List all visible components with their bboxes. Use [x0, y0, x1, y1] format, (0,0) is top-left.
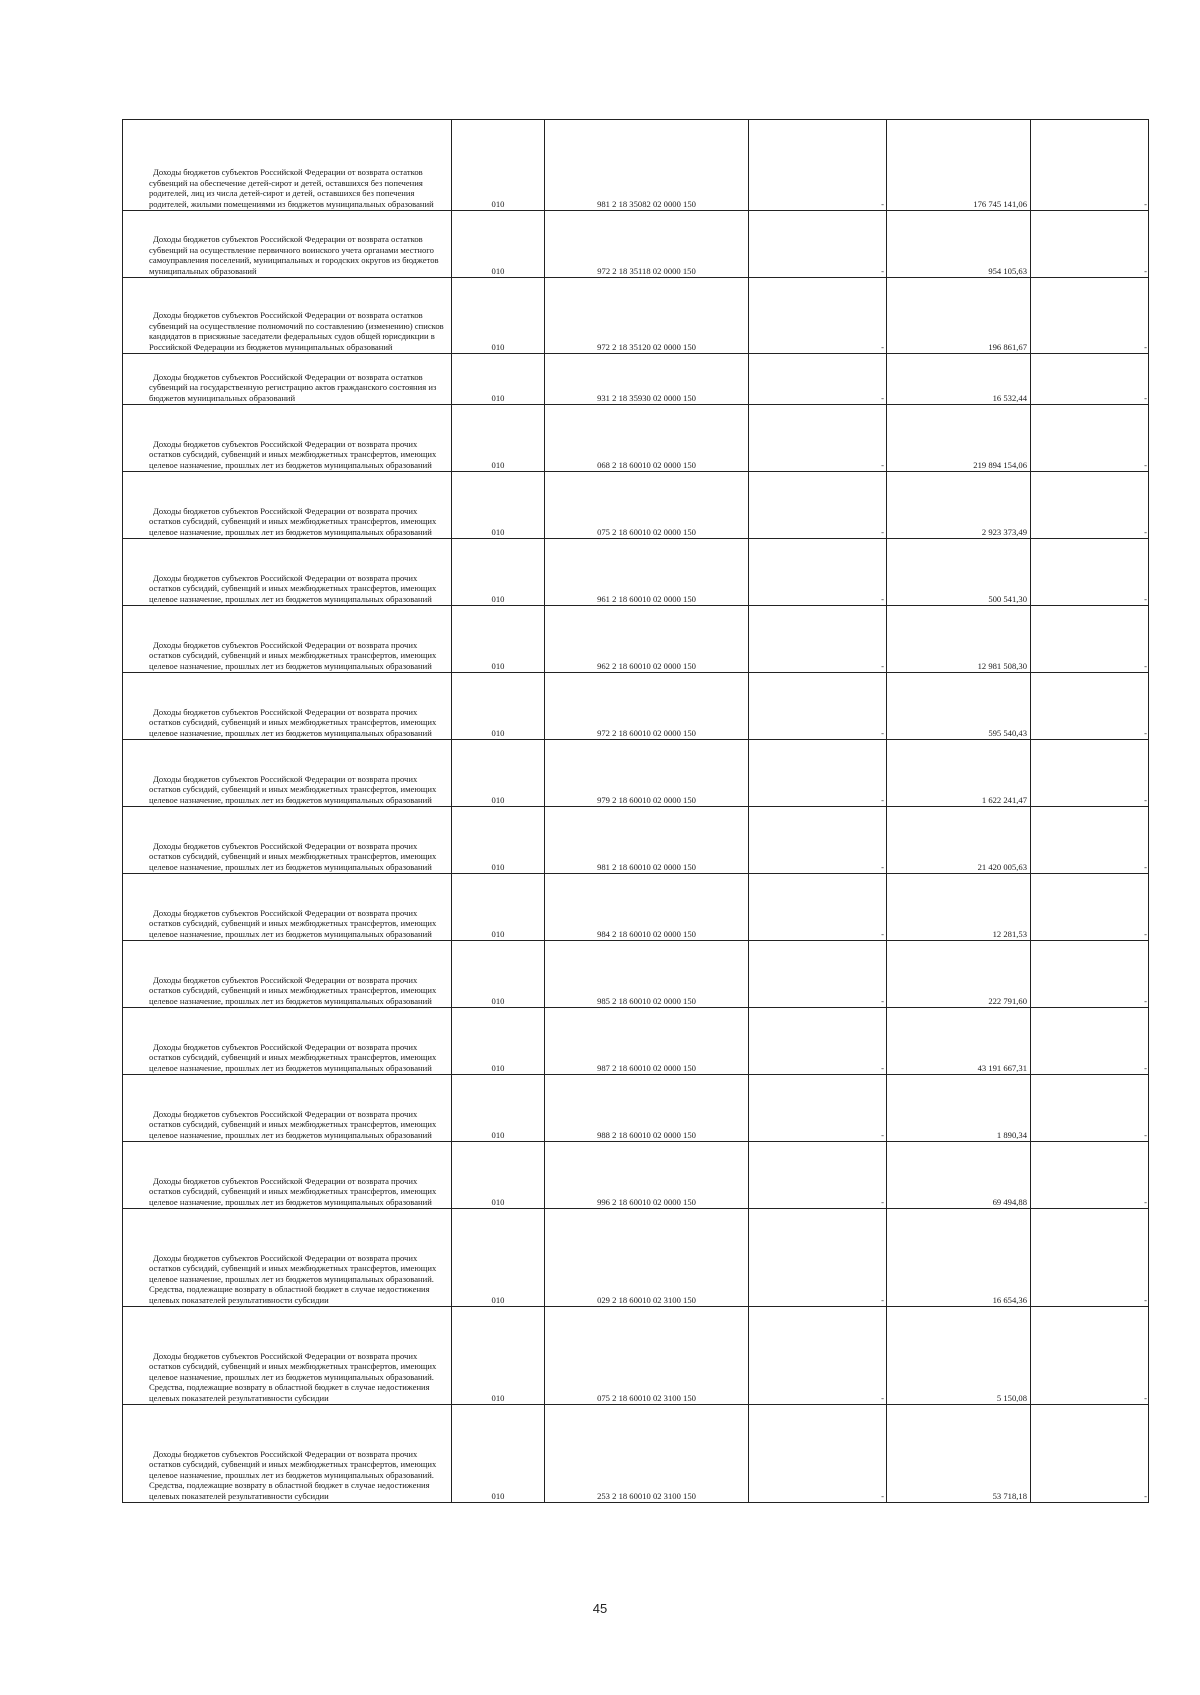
- row-executed-amount: 176 745 141,06: [887, 120, 1031, 211]
- table-row: [123, 874, 1149, 941]
- row-remaining-amount: -: [1031, 539, 1149, 606]
- row-line-code: 010: [452, 807, 545, 874]
- revenue-table-body: [123, 120, 1149, 1503]
- row-budget-classification-code: 988 2 18 60010 02 0000 150: [545, 1075, 749, 1142]
- row-description-text: Доходы бюджетов субъектов Российской Федерации от возврата прочих остатков субсидий, субвенций и иных межбюджетных трансфертов, имеющих целевое назначение, прошлых лет из бюджетов муниципальных образований: [149, 840, 437, 872]
- row-planned-amount: -: [749, 211, 887, 278]
- row-executed-amount: 595 540,43: [887, 673, 1031, 740]
- row-description-text: Доходы бюджетов субъектов Российской Федерации от возврата остатков субвенций на обеспечение детей-сирот и детей, оставшихся без попечения родителей, лиц из числа детей-сирот и детей, оставшихся без попечения родителей, жилыми помещениями из бюджетов муниципальных образований: [149, 167, 434, 209]
- row-description: [123, 211, 452, 278]
- row-budget-classification-code: 961 2 18 60010 02 0000 150: [545, 539, 749, 606]
- table-row: [123, 211, 1149, 278]
- row-line-code: 010: [452, 539, 545, 606]
- row-executed-amount: 954 105,63: [887, 211, 1031, 278]
- row-description-text: Доходы бюджетов субъектов Российской Федерации от возврата прочих остатков субсидий, субвенций и иных межбюджетных трансфертов, имеющих целевое назначение, прошлых лет из бюджетов муниципальных образований: [149, 639, 437, 671]
- row-planned-amount: -: [749, 941, 887, 1008]
- row-remaining-amount: -: [1031, 278, 1149, 354]
- row-description: [123, 874, 452, 941]
- row-remaining-amount: -: [1031, 807, 1149, 874]
- table-row: [123, 673, 1149, 740]
- table-row: [123, 120, 1149, 211]
- row-description: [123, 539, 452, 606]
- row-planned-amount: -: [749, 606, 887, 673]
- row-line-code: 010: [452, 740, 545, 807]
- row-description: [123, 1075, 452, 1142]
- row-budget-classification-code: 962 2 18 60010 02 0000 150: [545, 606, 749, 673]
- row-budget-classification-code: 984 2 18 60010 02 0000 150: [545, 874, 749, 941]
- row-line-code: 010: [452, 354, 545, 405]
- row-budget-classification-code: 985 2 18 60010 02 0000 150: [545, 941, 749, 1008]
- row-executed-amount: 21 420 005,63: [887, 807, 1031, 874]
- row-line-code: 010: [452, 1008, 545, 1075]
- row-executed-amount: 222 791,60: [887, 941, 1031, 1008]
- row-executed-amount: 16 654,36: [887, 1209, 1031, 1307]
- row-budget-classification-code: 987 2 18 60010 02 0000 150: [545, 1008, 749, 1075]
- row-description: [123, 1307, 452, 1405]
- page-number: 45: [592, 1601, 608, 1616]
- row-description: [123, 354, 452, 405]
- row-description-text: Доходы бюджетов субъектов Российской Федерации от возврата остатков субвенций на осуществление первичного воинского учета органами местного самоуправления поселений, муниципальных и городских округов из бюджетов муниципальных образований: [149, 234, 439, 276]
- row-line-code: 010: [452, 211, 545, 278]
- row-planned-amount: -: [749, 740, 887, 807]
- row-budget-classification-code: 075 2 18 60010 02 0000 150: [545, 472, 749, 539]
- row-line-code: 010: [452, 1209, 545, 1307]
- row-budget-classification-code: 972 2 18 60010 02 0000 150: [545, 673, 749, 740]
- row-remaining-amount: -: [1031, 211, 1149, 278]
- row-planned-amount: -: [749, 472, 887, 539]
- row-remaining-amount: -: [1031, 120, 1149, 211]
- row-line-code: 010: [452, 472, 545, 539]
- row-line-code: 010: [452, 1142, 545, 1209]
- row-remaining-amount: -: [1031, 1075, 1149, 1142]
- row-description-text: Доходы бюджетов субъектов Российской Федерации от возврата остатков субвенций на осуществление полномочий по составлению (изменению) списков кандидатов в присяжные заседатели федеральных судов общей юрисдикции в Российской Федерации из бюджетов муниципальных образований: [149, 310, 444, 352]
- row-remaining-amount: -: [1031, 941, 1149, 1008]
- row-description-text: Доходы бюджетов субъектов Российской Федерации от возврата прочих остатков субсидий, субвенций и иных межбюджетных трансфертов, имеющих целевое назначение, прошлых лет из бюджетов муниципальных образований. Средства, подлежащие возврату в областной бюджет в случае недостижения целевых показателей результативности субсидии: [149, 1252, 437, 1305]
- row-executed-amount: 69 494,88: [887, 1142, 1031, 1209]
- row-budget-classification-code: 981 2 18 35082 02 0000 150: [545, 120, 749, 211]
- row-planned-amount: -: [749, 278, 887, 354]
- row-budget-classification-code: 075 2 18 60010 02 3100 150: [545, 1307, 749, 1405]
- row-description-text: Доходы бюджетов субъектов Российской Федерации от возврата прочих остатков субсидий, субвенций и иных межбюджетных трансфертов, имеющих целевое назначение, прошлых лет из бюджетов муниципальных образований: [149, 505, 437, 537]
- row-description-text: Доходы бюджетов субъектов Российской Федерации от возврата прочих остатков субсидий, субвенций и иных межбюджетных трансфертов, имеющих целевое назначение, прошлых лет из бюджетов муниципальных образований. Средства, подлежащие возврату в областной бюджет в случае недостижения целевых показателей результативности субсидии: [149, 1350, 437, 1403]
- table-row: [123, 1008, 1149, 1075]
- table-row: [123, 354, 1149, 405]
- row-remaining-amount: -: [1031, 606, 1149, 673]
- table-row: [123, 472, 1149, 539]
- row-line-code: 010: [452, 1075, 545, 1142]
- row-budget-classification-code: 979 2 18 60010 02 0000 150: [545, 740, 749, 807]
- table-row: [123, 807, 1149, 874]
- row-line-code: 010: [452, 405, 545, 472]
- row-description-text: Доходы бюджетов субъектов Российской Федерации от возврата прочих остатков субсидий, субвенций и иных межбюджетных трансфертов, имеющих целевое назначение, прошлых лет из бюджетов муниципальных образований. Средства, подлежащие возврату в областной бюджет в случае недостижения целевых показателей результативности субсидии: [149, 1448, 437, 1501]
- row-remaining-amount: -: [1031, 354, 1149, 405]
- row-remaining-amount: -: [1031, 740, 1149, 807]
- row-planned-amount: -: [749, 405, 887, 472]
- row-description-text: Доходы бюджетов субъектов Российской Федерации от возврата прочих остатков субсидий, субвенций и иных межбюджетных трансфертов, имеющих целевое назначение, прошлых лет из бюджетов муниципальных образований: [149, 438, 437, 470]
- row-budget-classification-code: 981 2 18 60010 02 0000 150: [545, 807, 749, 874]
- row-description-text: Доходы бюджетов субъектов Российской Федерации от возврата прочих остатков субсидий, субвенций и иных межбюджетных трансфертов, имеющих целевое назначение, прошлых лет из бюджетов муниципальных образований: [149, 572, 437, 604]
- row-line-code: 010: [452, 606, 545, 673]
- table-row: [123, 405, 1149, 472]
- row-description: [123, 472, 452, 539]
- row-budget-classification-code: 972 2 18 35120 02 0000 150: [545, 278, 749, 354]
- row-planned-amount: -: [749, 1142, 887, 1209]
- row-line-code: 010: [452, 941, 545, 1008]
- table-row: [123, 1405, 1149, 1503]
- row-planned-amount: -: [749, 1008, 887, 1075]
- row-planned-amount: -: [749, 673, 887, 740]
- row-description: [123, 673, 452, 740]
- row-executed-amount: 53 718,18: [887, 1405, 1031, 1503]
- row-line-code: 010: [452, 1307, 545, 1405]
- row-description: [123, 740, 452, 807]
- table-row: [123, 1307, 1149, 1405]
- row-description-text: Доходы бюджетов субъектов Российской Федерации от возврата прочих остатков субсидий, субвенций и иных межбюджетных трансфертов, имеющих целевое назначение, прошлых лет из бюджетов муниципальных образований: [149, 974, 437, 1006]
- row-remaining-amount: -: [1031, 874, 1149, 941]
- row-line-code: 010: [452, 278, 545, 354]
- row-planned-amount: -: [749, 1075, 887, 1142]
- row-line-code: 010: [452, 673, 545, 740]
- row-description: [123, 1209, 452, 1307]
- table-row: [123, 606, 1149, 673]
- table-row: [123, 1209, 1149, 1307]
- table-row: [123, 539, 1149, 606]
- row-executed-amount: 1 890,34: [887, 1075, 1031, 1142]
- row-remaining-amount: -: [1031, 1142, 1149, 1209]
- row-description-text: Доходы бюджетов субъектов Российской Федерации от возврата остатков субвенций на государственную регистрацию актов гражданского состояния из бюджетов муниципальных образований: [149, 371, 437, 403]
- row-line-code: 010: [452, 1405, 545, 1503]
- row-budget-classification-code: 996 2 18 60010 02 0000 150: [545, 1142, 749, 1209]
- row-remaining-amount: -: [1031, 405, 1149, 472]
- row-planned-amount: -: [749, 807, 887, 874]
- row-description: [123, 1405, 452, 1503]
- table-row: [123, 1142, 1149, 1209]
- row-line-code: 010: [452, 874, 545, 941]
- row-planned-amount: -: [749, 1209, 887, 1307]
- row-executed-amount: 2 923 373,49: [887, 472, 1031, 539]
- row-budget-classification-code: 972 2 18 35118 02 0000 150: [545, 211, 749, 278]
- table-row: [123, 941, 1149, 1008]
- table-row: [123, 1075, 1149, 1142]
- row-budget-classification-code: 253 2 18 60010 02 3100 150: [545, 1405, 749, 1503]
- row-description: [123, 278, 452, 354]
- row-budget-classification-code: 029 2 18 60010 02 3100 150: [545, 1209, 749, 1307]
- revenue-table: [122, 119, 1149, 1503]
- row-description: [123, 1008, 452, 1075]
- row-executed-amount: 1 622 241,47: [887, 740, 1031, 807]
- row-planned-amount: -: [749, 354, 887, 405]
- row-remaining-amount: -: [1031, 1008, 1149, 1075]
- row-planned-amount: -: [749, 1405, 887, 1503]
- row-description-text: Доходы бюджетов субъектов Российской Федерации от возврата прочих остатков субсидий, субвенций и иных межбюджетных трансфертов, имеющих целевое назначение, прошлых лет из бюджетов муниципальных образований: [149, 773, 437, 805]
- row-description-text: Доходы бюджетов субъектов Российской Федерации от возврата прочих остатков субсидий, субвенций и иных межбюджетных трансфертов, имеющих целевое назначение, прошлых лет из бюджетов муниципальных образований: [149, 706, 437, 738]
- table-row: [123, 740, 1149, 807]
- row-executed-amount: 43 191 667,31: [887, 1008, 1031, 1075]
- row-description: [123, 606, 452, 673]
- row-description-text: Доходы бюджетов субъектов Российской Федерации от возврата прочих остатков субсидий, субвенций и иных межбюджетных трансфертов, имеющих целевое назначение, прошлых лет из бюджетов муниципальных образований: [149, 907, 437, 939]
- row-executed-amount: 12 281,53: [887, 874, 1031, 941]
- row-remaining-amount: -: [1031, 1209, 1149, 1307]
- row-description-text: Доходы бюджетов субъектов Российской Федерации от возврата прочих остатков субсидий, субвенций и иных межбюджетных трансфертов, имеющих целевое назначение, прошлых лет из бюджетов муниципальных образований: [149, 1175, 437, 1207]
- row-executed-amount: 500 541,30: [887, 539, 1031, 606]
- row-remaining-amount: -: [1031, 1405, 1149, 1503]
- row-budget-classification-code: 931 2 18 35930 02 0000 150: [545, 354, 749, 405]
- row-description: [123, 941, 452, 1008]
- row-description-text: Доходы бюджетов субъектов Российской Федерации от возврата прочих остатков субсидий, субвенций и иных межбюджетных трансфертов, имеющих целевое назначение, прошлых лет из бюджетов муниципальных образований: [149, 1041, 437, 1073]
- row-budget-classification-code: 068 2 18 60010 02 0000 150: [545, 405, 749, 472]
- row-executed-amount: 16 532,44: [887, 354, 1031, 405]
- row-description: [123, 1142, 452, 1209]
- row-description: [123, 405, 452, 472]
- row-description-text: Доходы бюджетов субъектов Российской Федерации от возврата прочих остатков субсидий, субвенций и иных межбюджетных трансфертов, имеющих целевое назначение, прошлых лет из бюджетов муниципальных образований: [149, 1108, 437, 1140]
- row-executed-amount: 5 150,08: [887, 1307, 1031, 1405]
- row-remaining-amount: -: [1031, 1307, 1149, 1405]
- row-planned-amount: -: [749, 874, 887, 941]
- row-remaining-amount: -: [1031, 472, 1149, 539]
- row-executed-amount: 12 981 508,30: [887, 606, 1031, 673]
- row-executed-amount: 219 894 154,06: [887, 405, 1031, 472]
- row-planned-amount: -: [749, 539, 887, 606]
- row-planned-amount: -: [749, 1307, 887, 1405]
- revenue-table-sheet: [122, 119, 1148, 1503]
- row-remaining-amount: -: [1031, 673, 1149, 740]
- row-planned-amount: -: [749, 120, 887, 211]
- row-description: [123, 120, 452, 211]
- row-executed-amount: 196 861,67: [887, 278, 1031, 354]
- row-line-code: 010: [452, 120, 545, 211]
- table-row: [123, 278, 1149, 354]
- row-description: [123, 807, 452, 874]
